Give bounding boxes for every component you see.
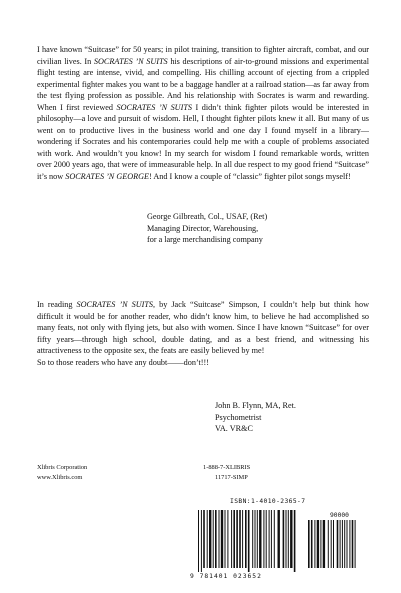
publisher-name: Xlibris Corporation: [37, 464, 88, 471]
barcode-bar: [328, 520, 329, 568]
signature-george-gilbreath: [147, 211, 267, 246]
barcode-bar: [286, 510, 287, 568]
barcode-bar: [248, 510, 250, 572]
publisher-contact: [203, 463, 250, 483]
barcode-bar: [347, 520, 348, 568]
barcode-bar: [355, 520, 356, 568]
barcode-bar: [259, 510, 261, 568]
signature-john-flynn: [215, 400, 296, 435]
barcode-bar: [242, 510, 243, 568]
barcode-bar: [209, 510, 211, 568]
review-john-flynn: [37, 299, 369, 368]
barcode-bar: [317, 520, 319, 568]
review-text: I have known “Suitcase” for 50 years; in pilot training, transition to fighter aircraft, combat, and our civilian lives. In: [37, 45, 369, 66]
barcode-bar: [337, 520, 339, 568]
barcode-bar: [342, 520, 343, 568]
barcode-bar: [333, 520, 334, 568]
review-text: In reading: [37, 300, 77, 309]
barcode-bar: [198, 510, 199, 572]
signature-line: Managing Director, Warehousing,: [147, 223, 259, 233]
barcode-bar: [201, 510, 202, 572]
barcode-bar: [311, 520, 313, 568]
barcode-bar: [221, 510, 223, 568]
review-text: ! And I know a couple of “classic” fighter pilot songs myself!: [149, 172, 351, 182]
review-text: I didn’t think fighter pilots would be interested in philosophy—a love and pursuit of wisdom. Hell, I thought fighter pilots knew it all. But many of us went on to productive lives in the business world and one day I found myself in a library—wondering if Socrates and his contemporaries could help me with a couple of problems associated with work. And wouldn’t you know! In my search for wisdom I found remarkable words, written over 2000 years ago, that were of immeasurable help. In all due respect to my good friend “Suitcase” it’s now: [37, 102, 369, 182]
barcode-bar: [252, 510, 253, 568]
barcode-bar: [308, 520, 310, 568]
book-title-text: SOCRATES ’N GEORGE: [65, 172, 150, 182]
barcode-bar: [290, 510, 292, 568]
barcode-bar: [349, 520, 350, 568]
barcode-bar: [236, 510, 238, 568]
barcode-bar: [255, 510, 256, 568]
barcode-bar: [231, 510, 232, 568]
barcode-bar: [257, 510, 258, 568]
review-text: , by Jack “Suitcase” Simpson, I couldn’t help but think how difficult it would be for another reader, who didn’t know him, to believe he had accomplished so many feats, not only with flying jets, but also with women. Since I have known “Suitcase” for over fifty years—through high school, double dating, and as a best friend, and witnessing his attractiveness to the opposite sex, the feats are easily believed by me!: [37, 300, 370, 356]
barcode-bar: [215, 510, 217, 568]
signature-line: for a large merchandising company: [147, 235, 263, 245]
barcode-bar: [274, 510, 275, 568]
isbn-barcode: [188, 498, 366, 584]
publisher-info: [37, 463, 87, 483]
review-text: his descriptions of air-to-ground missions and experimental flight testing are intense, vivid, and compelling. His chilling account of ejecting from a crippled experimental fighter makes you want to be a baggage handler at a railroad station—as far away from the test flying profession as possible. And his relationship with Socrates is warm and rewarding. When I first reviewed: [37, 56, 369, 112]
signature-line: George Gilbreath, Col., USAF, (Ret): [147, 212, 268, 221]
signature-line: VA. VR&C: [215, 424, 253, 434]
barcode-bar: [340, 520, 341, 568]
barcode-bar: [219, 510, 220, 568]
barcode-bar: [288, 510, 289, 568]
barcode-bar: [266, 510, 267, 568]
book-title-text: SOCRATES ’N SUITS: [76, 300, 154, 309]
barcode-bar: [225, 510, 226, 568]
publisher-phone: 1-888-7-XLIBRIS: [203, 464, 251, 471]
signature-line: Psychometrist: [215, 412, 262, 422]
publisher-code: 11717-SIMP: [215, 474, 248, 481]
barcode-bar: [207, 510, 208, 568]
barcode-bar: [233, 510, 235, 568]
isbn-label: ISBN:1-4010-2365-7: [230, 498, 306, 505]
barcode-bar: [320, 520, 321, 568]
barcode-bar: [278, 510, 280, 568]
barcode-bar: [352, 520, 354, 568]
review-text: So to those readers who have any doubt——don’t!!!: [37, 357, 209, 367]
barcode-bar: [213, 510, 214, 568]
barcode-bar: [314, 520, 315, 568]
ean-number: 9 781401 023652: [190, 573, 262, 580]
book-title-text: SOCRATES ’N SUITS: [93, 56, 168, 66]
book-title-text: SOCRATES ’N SUITS: [116, 102, 192, 112]
publisher-website: www.Xlibris.com: [37, 474, 83, 481]
barcode-bar: [263, 510, 264, 568]
barcode-bar: [344, 520, 345, 568]
barcode-bar: [323, 520, 325, 568]
barcode-bar: [271, 510, 272, 568]
barcode-bar: [331, 520, 332, 568]
barcode-bar: [239, 510, 241, 568]
barcode-bar: [283, 510, 285, 568]
barcode-bar: [294, 510, 296, 572]
barcode-bar: [269, 510, 270, 568]
price-code: 90000: [330, 512, 349, 519]
review-george-gilbreath: [37, 44, 369, 183]
barcode-bar: [227, 510, 228, 568]
barcode-bar: [245, 510, 247, 568]
barcode-bar: [203, 510, 205, 568]
signature-line: John B. Flynn, MA, Ret.: [215, 401, 296, 410]
